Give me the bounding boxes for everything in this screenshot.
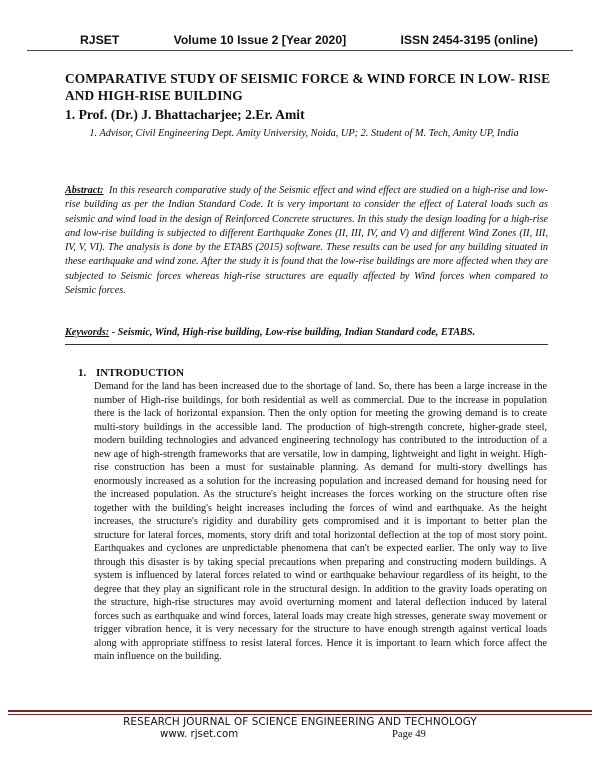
abstract-block	[65, 184, 548, 298]
footer-website-link[interactable]: www. rjset.com	[160, 729, 239, 740]
footer-page-number: Page 49	[392, 729, 426, 740]
section-heading	[78, 367, 184, 379]
abstract-label: Abstract:	[65, 185, 104, 196]
section-title: INTRODUCTION	[96, 367, 185, 379]
author-affiliation: 1. Advisor, Civil Engineering Dept. Amity University, Noida, UP; 2. Student of M. Tech, Amity UP, India	[89, 128, 519, 139]
header-journal-abbrev: RJSET	[80, 33, 120, 47]
header-rule	[27, 50, 573, 51]
keywords-text: - Seismic, Wind, High-rise building, Low-rise building, Indian Standard code, ETABS.	[109, 327, 476, 338]
keywords-label: Keywords:	[65, 327, 110, 338]
running-header	[40, 33, 560, 47]
footer-journal-name: RESEARCH JOURNAL OF SCIENCE ENGINEERING AND TECHNOLOGY	[123, 716, 477, 728]
header-issn: ISSN 2454-3195 (online)	[400, 33, 538, 47]
abstract-text: In this research comparative study of the Seismic effect and wind effect are studied on a high-rise and low-rise building as per the Indian Standard Code. It is very important to consider the effect of Lateral loads such as seismic and wind load in the design of Reinforced Concrete structures. In this study the design loading for a high-rise and low-rise building is subjected to different Earthquake Zones (II, III, IV, and V) and different Wind Zones (II, III, IV, V, VI). The analysis is done by the ETABS (2015) software. These results can be used for any building situated in these earthquake and wind zone. After the study it is found that the low-rise buildings are more affected when they are subjected to Seismic forces whereas high-rise structures are equally affected by Wind forces when compared to Seismic forces.	[65, 185, 549, 297]
paper-title: COMPARATIVE STUDY OF SEISMIC FORCE & WIND FORCE IN LOW- RISE AND HIGH-RISE BUILDING	[65, 71, 551, 103]
paper-authors: 1. Prof. (Dr.) J. Bhattacharjee; 2.Er. Amit	[65, 107, 305, 122]
footer-rule-thick	[8, 710, 592, 712]
keywords-rule	[65, 344, 548, 345]
introduction-paragraph: Demand for the land has been increased due to the shortage of land. So, there has been a large increase in the number of High-rise buildings, for both residential as well as commercial. Due to the increase in population there is the lack of horizontal expansion. Then the only option for meeting the growing demand is to create multi-story buildings in the accessible land. The production of high-strength concrete, higher-grade steel, modern building technologies and advanced engineering technology has contributed to the introduction of a new age of high-strength frameworks that are versatile, low in damping, lightweight and light in weight. High-rise construction has been a must for sustainable planning. As demand for multi-story dwellings has enormously increased as a solution for the increasing population and increased demand for housing need for the increased population. As the structure's height increases the forces working on the structure often rise together with the building's height increases including the forces of wind and earthquake. As the height increases, the structure's rigidity and durability gets compromised and it is important to better plan the structure for lateral forces, moments, story drift and total horizontal deflection at the top of most story point. Earthquakes and cyclones are unpredictable phenomena that can't be expected earlier. The only way to live through this disaster is by taking special precautions when preparing and constructing modern buildings. A system is influenced by lateral forces related to wind or earthquake behaviour regardless of its height, to the degree that they play an significant role in the structural design. In addition to the gravity loads operating on the structure, high-rise structures may avoid overturning moment and lateral deflection induced by lateral forces such as earthquake and wind forces, lateral loads may create high stresses, generate sway movement or trigger vibration hence, it is very necessary for the structure to have enough strength against vertical loads along with appropriate stiffness to resist lateral forces. Hence it is important to learn which force affect the main influence on the building.	[94, 381, 547, 662]
header-volume: Volume 10 Issue 2 [Year 2020]	[173, 33, 347, 47]
keywords-block	[65, 327, 548, 338]
footer-rule-thin	[8, 714, 592, 715]
section-number: 1.	[78, 367, 87, 379]
